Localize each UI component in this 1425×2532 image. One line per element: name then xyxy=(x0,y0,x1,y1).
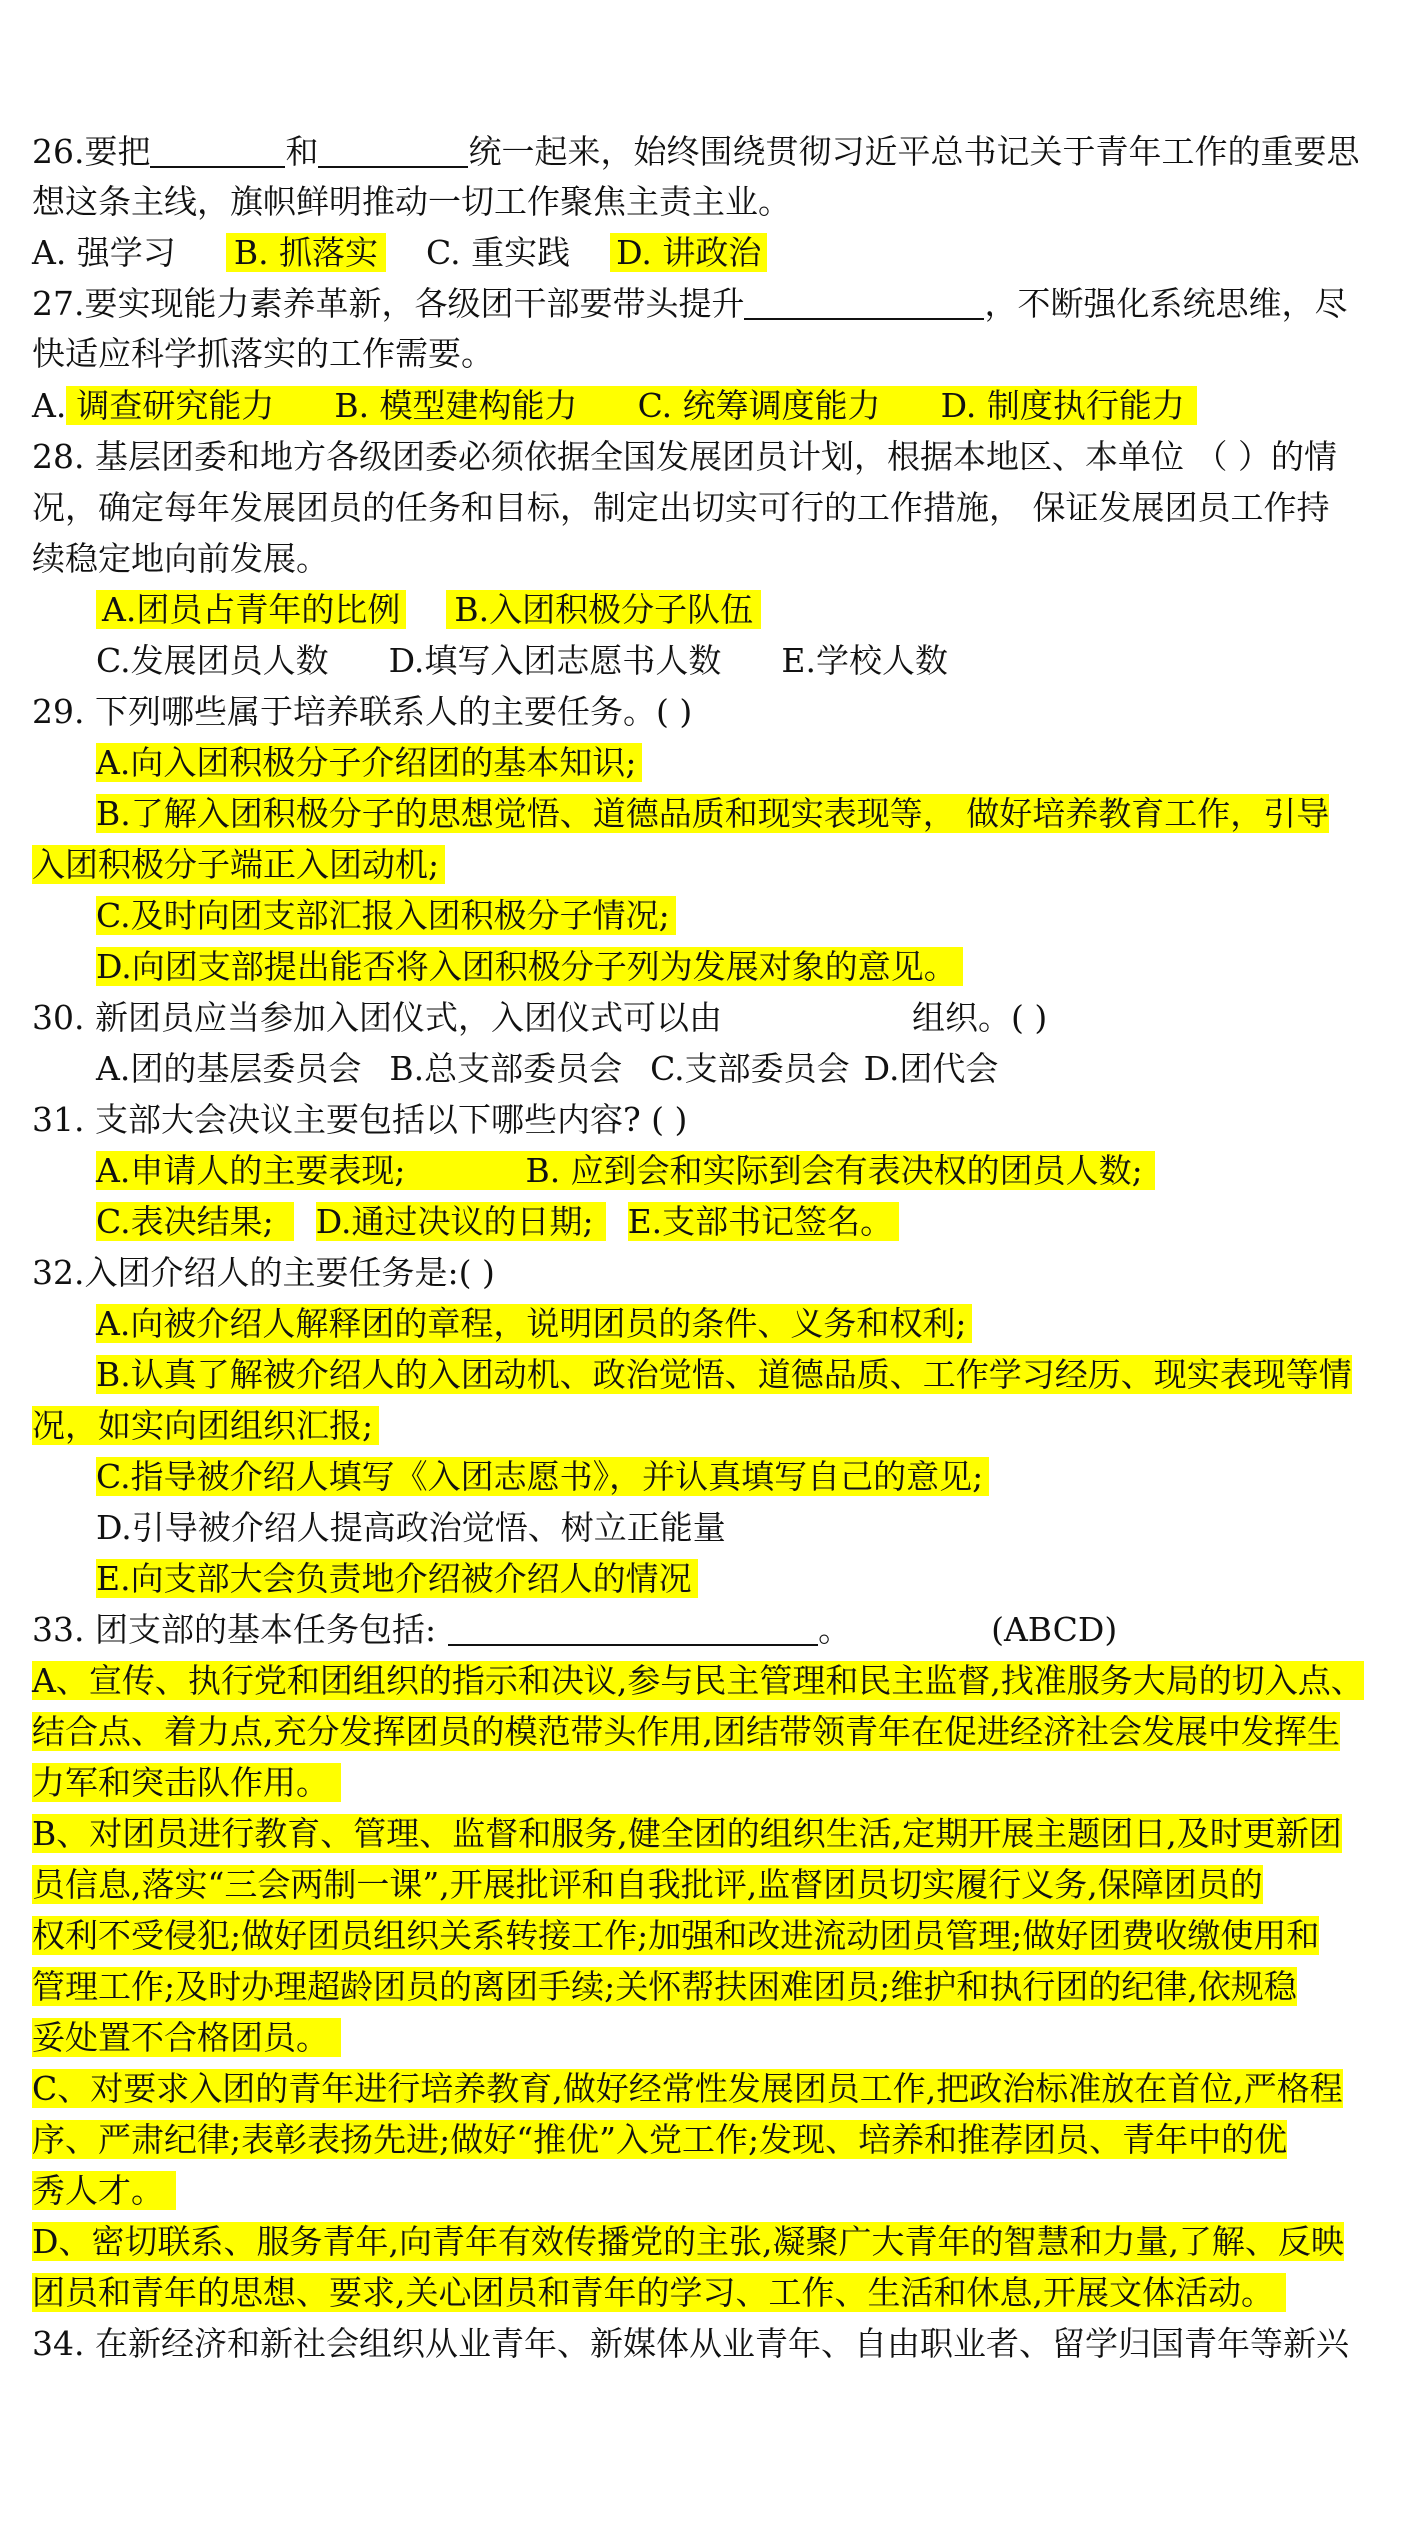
q26-text-a: 26.要把 xyxy=(32,132,151,171)
q31-options-row2 xyxy=(96,1197,899,1247)
q31-option-d: D.通过决议的日期; xyxy=(316,1202,606,1241)
q32-opt-c-row xyxy=(96,1452,989,1502)
q33-a-line2: 结合点、着力点,充分发挥团员的模范带头作用,团结带领青年在促进经济社会发展中发挥生 xyxy=(32,1712,1340,1751)
q28-line1: 28. 基层团委和地方各级团委必须依据全国发展团员计划，根据本地区、本单位 （ ）的情 xyxy=(32,437,1337,476)
q28-line2: 况，确定每年发展团员的任务和目标，制定出切实可行的工作措施， 保证发展团员工作持 xyxy=(32,488,1330,527)
q29-option-d: D.向团支部提出能否将入团积极分子列为发展对象的意见。 xyxy=(96,947,963,986)
q33-a-row3 xyxy=(32,1758,341,1808)
q33-text-a: 33. 团支部的基本任务包括: xyxy=(32,1610,437,1649)
q33-a-row2 xyxy=(32,1707,1340,1757)
q33-b-row4 xyxy=(32,1962,1297,2012)
q33-line1 xyxy=(32,1605,1117,1655)
q31-option-a: A.申请人的主要表现; xyxy=(96,1151,525,1190)
q33-b-row5 xyxy=(32,2013,341,2063)
q26-option-c: C. 重实践 xyxy=(426,233,571,272)
q29-opt-d-row xyxy=(96,942,963,992)
q28-option-e: E.学校人数 xyxy=(781,641,948,680)
q27-line1 xyxy=(32,279,1347,329)
q33-b-line2: 员信息,落实“三会两制一课”,开展批评和自我批评,监督团员切实履行义务,保障团员的 xyxy=(32,1865,1263,1904)
q26-line2: 想这条主线，旗帜鲜明推动一切工作聚焦主责主业。 xyxy=(32,182,791,221)
q33-b-line1: B、对团员进行教育、管理、监督和服务,健全团的组织生活,定期开展主题团日,及时更新团 xyxy=(32,1814,1342,1853)
q26-option-d: D. 讲政治 xyxy=(610,233,767,272)
q33-c-line2: 序、严肃纪律;表彰表扬先进;做好“推优”入党工作;发现、培养和推荐团员、青年中的优 xyxy=(32,2120,1288,2159)
q32-option-e: E.向支部大会负责地介绍被介绍人的情况 xyxy=(96,1559,698,1598)
q26-option-b: B. 抓落实 xyxy=(226,233,386,272)
q32-opt-b-row1 xyxy=(96,1350,1352,1400)
q27-text-a: 27.要实现能力素养革新，各级团干部要带头提升 xyxy=(32,284,745,323)
q33-b-row3 xyxy=(32,1911,1319,1961)
q27-option-a: 调查研究能力 xyxy=(76,386,275,425)
q33-d-row2 xyxy=(32,2268,1286,2318)
q33-b-line5: 妥处置不合格团员。 xyxy=(32,2018,341,2057)
q28-option-d: D.填写入团志愿书人数 xyxy=(388,641,722,680)
q26-text-b: 和 xyxy=(285,132,319,171)
q33-blank xyxy=(448,1610,818,1646)
q28-options-row1 xyxy=(96,585,761,635)
q33-answer: (ABCD) xyxy=(991,1610,1118,1649)
q28-option-a: A.团员占青年的比例 xyxy=(96,590,406,629)
q30-text-b: 组织。( ) xyxy=(911,998,1048,1037)
q27-option-d: D. 制度执行能力 xyxy=(940,386,1185,425)
q33-text-b: 。 xyxy=(818,1610,852,1649)
q33-c-line1: C、对要求入团的青年进行培养教育,做好经常性发展团员工作,把政治标准放在首位,严格程 xyxy=(32,2069,1343,2108)
q30-text-a: 30. 新团员应当参加入团仪式，入团仪式可以由 xyxy=(32,998,722,1037)
q27-blank xyxy=(744,284,984,320)
q29-line1: 29. 下列哪些属于培养联系人的主要任务。( ) xyxy=(32,692,693,731)
q26-options xyxy=(32,228,767,278)
q27-line2: 快适应科学抓落实的工作需要。 xyxy=(32,334,494,373)
q27-option-a-prefix: A. xyxy=(32,386,67,425)
q29-opt-a-row xyxy=(96,738,642,788)
q29-option-c: C.及时向团支部汇报入团积极分子情况; xyxy=(96,896,676,935)
q29-option-b-line2: 入团积极分子端正入团动机; xyxy=(32,845,445,884)
q33-a-line1: A、宣传、执行党和团组织的指示和决议,参与民主管理和民主监督,找准服务大局的切入点、 xyxy=(32,1661,1364,1700)
q29-option-a: A.向入团积极分子介绍团的基本知识; xyxy=(96,743,642,782)
q33-b-line3: 权利不受侵犯;做好团员组织关系转接工作;加强和改进流动团员管理;做好团费收缴使用和 xyxy=(32,1916,1320,1955)
q26-text-c: 统一起来，始终围绕贯彻习近平总书记关于青年工作的重要思 xyxy=(468,132,1360,171)
q33-b-row1 xyxy=(32,1809,1342,1859)
q33-a-line3: 力军和突击队作用。 xyxy=(32,1763,341,1802)
q32-opt-b-row2 xyxy=(32,1401,379,1451)
q31-options-row1 xyxy=(96,1146,1155,1196)
q29-opt-b-row2 xyxy=(32,840,445,890)
q28-line3: 续稳定地向前发展。 xyxy=(32,539,329,578)
q31-option-c: C.表决结果; xyxy=(96,1202,294,1241)
q30-options xyxy=(96,1044,998,1094)
q32-opt-a-row xyxy=(96,1299,972,1349)
q27-option-c: C. 统筹调度能力 xyxy=(637,386,881,425)
q32-option-b-line1: B.认真了解被介绍人的入团动机、政治觉悟、道德品质、工作学习经历、现实表现等情 xyxy=(96,1355,1352,1394)
q33-b-line4: 管理工作;及时办理超龄团员的离团手续;关怀帮扶困难团员;维护和执行团的纪律,依规稳 xyxy=(32,1967,1297,2006)
q27-options xyxy=(32,381,1197,431)
q26-blank-1 xyxy=(150,132,285,168)
q33-c-row2 xyxy=(32,2115,1287,2165)
q30-option-b: B.总支部委员会 xyxy=(389,1049,623,1088)
q34-line1: 34. 在新经济和新社会组织从业青年、新媒体从业青年、自由职业者、留学归国青年等新兴 xyxy=(32,2324,1349,2363)
q33-d-line1: D、密切联系、服务青年,向青年有效传播党的主张,凝聚广大青年的智慧和力量,了解、反映 xyxy=(32,2222,1344,2261)
q33-d-row1 xyxy=(32,2217,1344,2267)
q31-option-e: E.支部书记签名。 xyxy=(628,1202,900,1241)
q28-option-c: C.发展团员人数 xyxy=(96,641,329,680)
q30-line1 xyxy=(32,993,1047,1043)
q27-text-b: ，不断强化系统思维，尽 xyxy=(984,284,1348,323)
q28-options-row2 xyxy=(96,636,948,686)
q30-option-c: C.支部委员会 xyxy=(650,1049,850,1088)
q32-option-b-line2: 况，如实向团组织汇报; xyxy=(32,1406,379,1445)
q28-option-b: B.入团积极分子队伍 xyxy=(446,590,761,629)
q30-option-d: D.团代会 xyxy=(863,1049,999,1088)
q33-c-row3 xyxy=(32,2166,176,2216)
q33-a-row1 xyxy=(32,1656,1364,1706)
q33-c-line3: 秀人才。 xyxy=(32,2171,176,2210)
q32-option-a: A.向被介绍人解释团的章程，说明团员的条件、义务和权利; xyxy=(96,1304,972,1343)
q32-opt-e-row xyxy=(96,1554,698,1604)
q27-option-b: B. 模型建构能力 xyxy=(334,386,578,425)
q33-c-row1 xyxy=(32,2064,1343,2114)
q26-line1 xyxy=(32,127,1359,177)
q29-opt-c-row xyxy=(96,891,676,941)
q29-opt-b-row1 xyxy=(96,789,1329,839)
q26-blank-2 xyxy=(318,132,468,168)
q27-options-highlight xyxy=(66,386,1197,425)
q30-option-a: A.团的基层委员会 xyxy=(96,1049,362,1088)
q26-option-a: A. 强学习 xyxy=(32,233,176,272)
q32-line1: 32.入团介绍人的主要任务是:( ) xyxy=(32,1253,495,1292)
q33-d-line2: 团员和青年的思想、要求,关心团员和青年的学习、工作、生活和休息,开展文体活动。 xyxy=(32,2273,1286,2312)
q32-option-d: D.引导被介绍人提高政治觉悟、树立正能量 xyxy=(96,1508,726,1547)
q31-line1: 31. 支部大会决议主要包括以下哪些内容? ( ) xyxy=(32,1100,688,1139)
q31-option-b: B. 应到会和实际到会有表决权的团员人数; xyxy=(525,1151,1154,1190)
q32-option-c: C.指导被介绍人填写《入团志愿书》，并认真填写自己的意见; xyxy=(96,1457,989,1496)
q29-option-b-line1: B.了解入团积极分子的思想觉悟、道德品质和现实表现等， 做好培养教育工作，引导 xyxy=(96,794,1330,833)
q33-b-row2 xyxy=(32,1860,1263,1910)
